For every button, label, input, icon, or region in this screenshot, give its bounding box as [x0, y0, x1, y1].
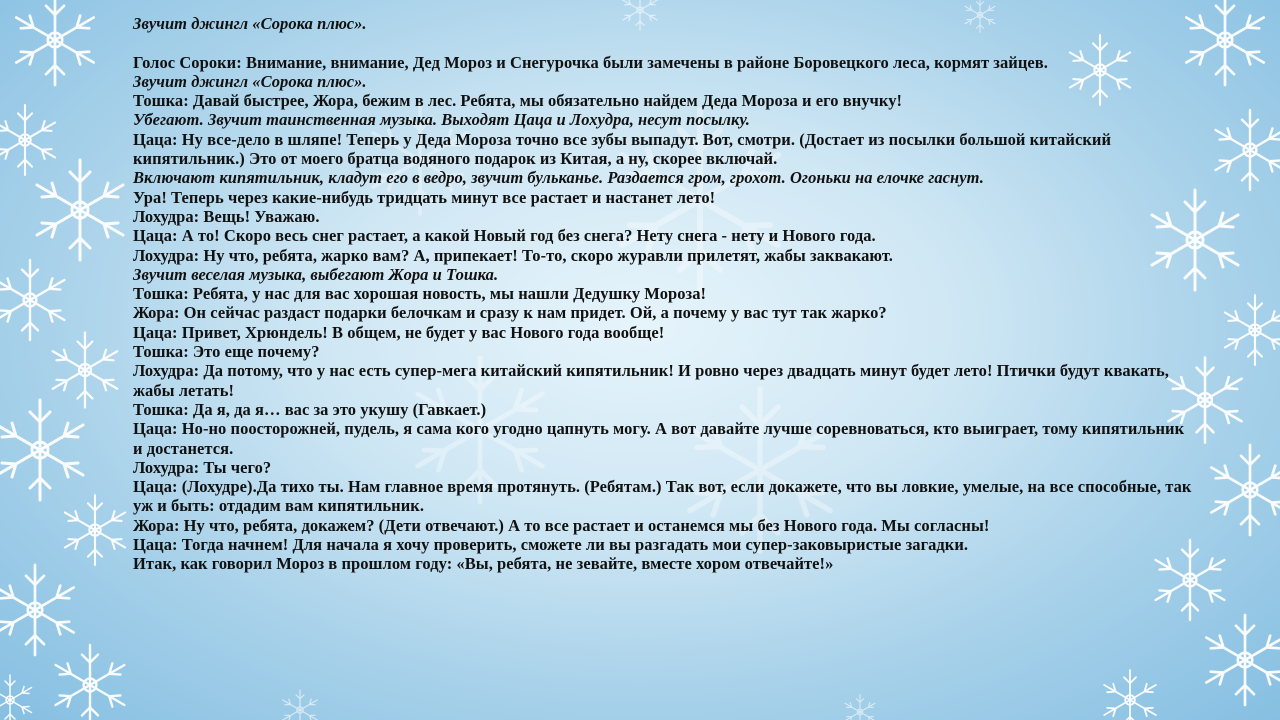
stage-direction: Звучит веселая музыка, выбегают Жора и Тошка. [133, 264, 499, 284]
stage-direction: Звучит джингл «Сорока плюс». [133, 14, 367, 33]
dialogue-line: Цаца: А то! Скоро весь снег растает, а какой Новый год без снега? Нету снега - нету и Нового года. [133, 226, 876, 246]
stage-direction: Звучит джингл «Сорока плюс». [133, 71, 367, 91]
dialogue-line: Жора: Он сейчас раздаст подарки белочкам и сразу к нам придет. Ой, а почему у вас тут так жарко? [133, 303, 887, 323]
dialogue-line: Лохудра: Ты чего? [133, 457, 272, 477]
stage-direction: Убегают. Звучит таинственная музыка. Выходят Цаца и Лохудра, несут посылку. [133, 110, 750, 130]
dialogue-line: Цаца: Но-но поосторожней, пудель, я сама кого угодно цапнуть могу. А вот давайте лучше соревноваться, кто выиграет, тому кипятильник и достанется. [133, 419, 1185, 458]
dialogue-line: Цаца: Привет, Хрюндель! В общем, не будет у вас Нового года вообще! [133, 322, 665, 342]
dialogue-line: Ура! Теперь через какие-нибудь тридцать минут все растает и настанет лето! [133, 187, 716, 207]
dialogue-line: Голос Сороки: Внимание, внимание, Дед Мороз и Снегурочка были замечены в районе Боровецкого леса, кормят зайцев. [133, 52, 1048, 72]
dialogue-line: Лохудра: Да потому, что у нас есть супер-мега китайский кипятильник! И ровно через двадцать минут будет лето! Птички будут квакать, жабы летать! [133, 361, 1169, 400]
dialogue-line: Тошка: Ребята, у нас для вас хорошая новость, мы нашли Дедушку Мороза! [133, 284, 707, 304]
dialogue-line: Цаца: Тогда начнем! Для начала я хочу проверить, сможете ли вы разгадать мои супер-заковыристые загадки. [133, 535, 969, 555]
stage-direction: Включают кипятильник, кладут его в ведро, звучит бульканье. Раздается гром, грохот. Огоньки на елочке гаснут. [133, 168, 984, 188]
blank-line [133, 33, 1193, 52]
dialogue-line: Тошка: Это еще почему? [133, 342, 320, 362]
dialogue-line: Итак, как говорил Мороз в прошлом году: «Вы, ребята, не зевайте, вместе хором отвечайте!» [133, 554, 834, 574]
script-text [133, 14, 1193, 574]
dialogue-line: Тошка: Да я, да я… вас за это укушу (Гавкает.) [133, 399, 487, 419]
dialogue-line: Лохудра: Ну что, ребята, жарко вам? А, припекает! То-то, скоро журавли прилетят, жабы заквакают. [133, 245, 893, 265]
dialogue-line: Цаца: (Лохудре).Да тихо ты. Нам главное время протянуть. (Ребятам.) Так вот, если докажете, что вы ловкие, умелые, на все способные, так уж и быть: отдадим вам кипятильник. [133, 477, 1192, 516]
dialogue-line: Лохудра: Вещь! Уважаю. [133, 206, 320, 226]
dialogue-line: Цаца: Ну все-дело в шляпе! Теперь у Деда Мороза точно все зубы выпадут. Вот, смотри. (Достает из посылки большой китайский кипятильник.) Это от моего братца водяного подарок из Китая, а ну, скорее включай. [133, 129, 1111, 169]
dialogue-line: Жора: Ну что, ребята, докажем? (Дети отвечают.) А то все растает и останемся мы без Нового года. Мы согласны! [133, 515, 990, 535]
dialogue-line: Тошка: Давай быстрее, Жора, бежим в лес. Ребята, мы обязательно найдем Деда Мороза и его внучку! [133, 91, 903, 111]
left-snowflake-frame-icon [0, 0, 125, 720]
